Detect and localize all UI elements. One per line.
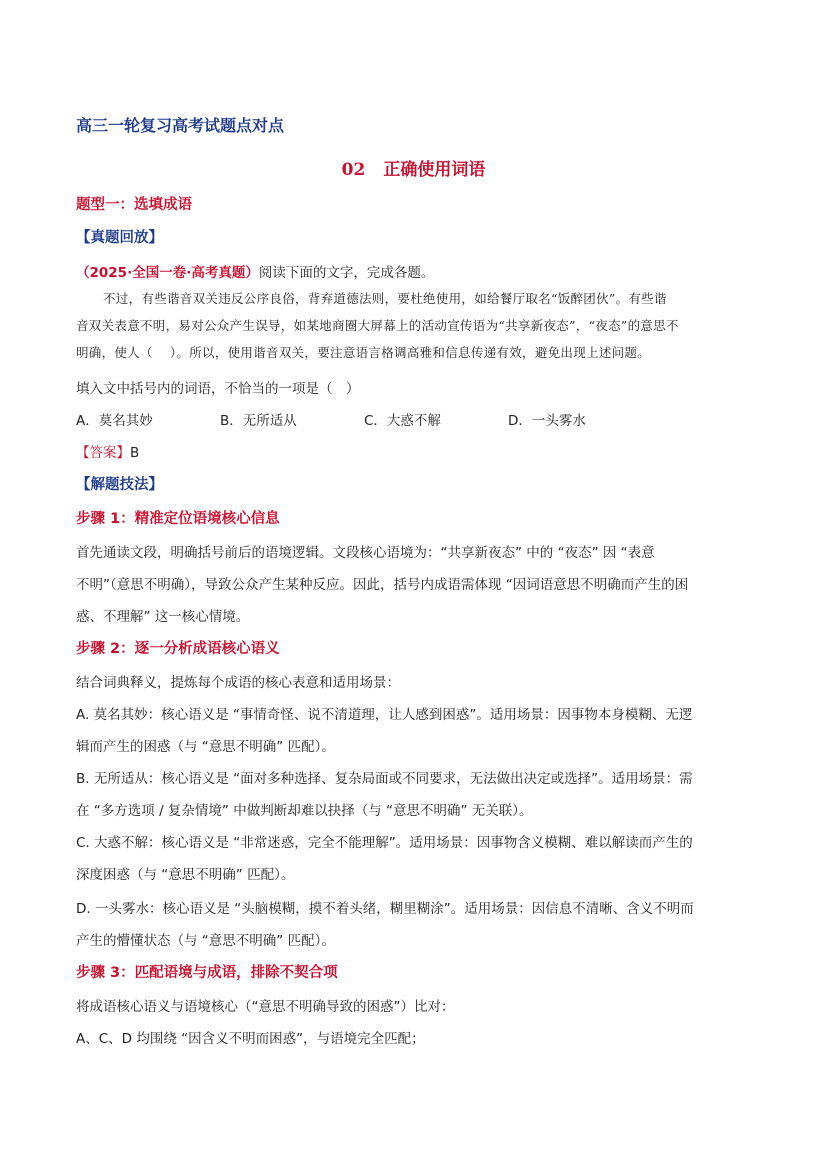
step3-heading: 步骤 3：匹配语境与成语，排除不契合项 xyxy=(76,965,338,981)
zhenti-heading: 【真题回放】 xyxy=(76,230,163,246)
question-source: （2025·全国一卷·高考真题） xyxy=(76,265,259,281)
step1-line-3: 惑、不理解” 这一核心情境。 xyxy=(76,609,250,625)
step2-b-line-1: B. 无所适从：核心语义是 “面对多种选择、复杂局面或不同要求，无法做出决定或选择”。适用场景：需 xyxy=(76,771,693,787)
title-text: 正确使用词语 xyxy=(383,160,486,180)
series-title: 高三一轮复习高考试题点对点 xyxy=(76,116,285,135)
step2-a-line-1: A. 莫名其妙：核心语义是 “事情奇怪、说不清道理，让人感到困惑”。适用场景：因事物本身模糊、无逻 xyxy=(76,707,693,723)
step2-c-line-2: 深度困惑（与 “意思不明确” 匹配）。 xyxy=(76,867,295,883)
step2-heading: 步骤 2：逐一分析成语核心语义 xyxy=(76,641,280,657)
title-number: 02 xyxy=(341,160,366,180)
option-a: A．莫名其妙 xyxy=(76,413,153,429)
jieti-heading: 【解题技法】 xyxy=(76,477,163,493)
answer-value: B xyxy=(130,445,140,461)
step1-heading: 步骤 1：精准定位语境核心信息 xyxy=(76,511,280,527)
option-c: C．大惑不解 xyxy=(364,413,441,429)
step2-intro: 结合词典释义，提炼每个成语的核心表意和适用场景： xyxy=(76,675,400,691)
step1-line-1: 首先通读文段，明确括号前后的语境逻辑。文段核心语境为：“共享新夜态” 中的 “夜态” 因 “表意 xyxy=(76,545,655,561)
question-intro xyxy=(76,261,434,281)
step2-a-line-2: 辑而产生的困惑（与 “意思不明确” 匹配）。 xyxy=(76,739,335,755)
step2-b-line-2: 在 “多方选项 / 复杂情境” 中做判断却难以抉择（与 “意思不明确” 无关联）。 xyxy=(76,803,533,819)
type-heading: 题型一：选填成语 xyxy=(76,197,192,213)
step2-d-line-2: 产生的懵懂状态（与 “意思不明确” 匹配）。 xyxy=(76,933,335,949)
option-d: D．一头雾水 xyxy=(508,413,586,429)
answer-line xyxy=(76,441,139,461)
step3-line-2: A、C、D 均围绕 “因含义不明而困惑”，与语境完全匹配； xyxy=(76,1031,425,1047)
step2-c-line-1: C. 大惑不解：核心语义是 “非常迷惑，完全不能理解”。适用场景：因事物含义模糊、难以解读而产生的 xyxy=(76,835,693,851)
page-title xyxy=(0,155,827,180)
step2-d-line-1: D. 一头雾水：核心语义是 “头脑模糊，摸不着头绪，糊里糊涂”。适用场景：因信息不清晰、含义不明而 xyxy=(76,901,694,917)
passage-line-3: 明确，使人（ ）。所以，使用谐音双关，要注意语言格调高雅和信息传递有效，避免出现上述问题。 xyxy=(76,345,651,360)
question-instruction: 阅读下面的文字，完成各题。 xyxy=(258,265,435,281)
options-row xyxy=(76,409,756,429)
question-stem: 填入文中括号内的词语，不恰当的一项是（ ） xyxy=(76,381,360,397)
answer-tag: 【答案】 xyxy=(76,445,130,461)
passage-line-2: 音双关表意不明，易对公众产生误导，如某地商圈大屏幕上的活动宣传语为“共享新夜态”，“夜态”的意思不 xyxy=(76,318,679,333)
step3-line-1: 将成语核心语义与语境核心（“意思不明确导致的困惑”）比对： xyxy=(76,999,455,1015)
step1-line-2: 不明”（意思不明确），导致公众产生某种反应。因此，括号内成语需体现 “因词语意思不明确而产生的困 xyxy=(76,577,689,593)
option-b: B．无所适从 xyxy=(220,413,297,429)
passage-line-1: 不过，有些谐音双关违反公序良俗，背弃道德法则，要杜绝使用，如给餐厅取名“饭醉团伙”。有些谐 xyxy=(103,291,667,306)
